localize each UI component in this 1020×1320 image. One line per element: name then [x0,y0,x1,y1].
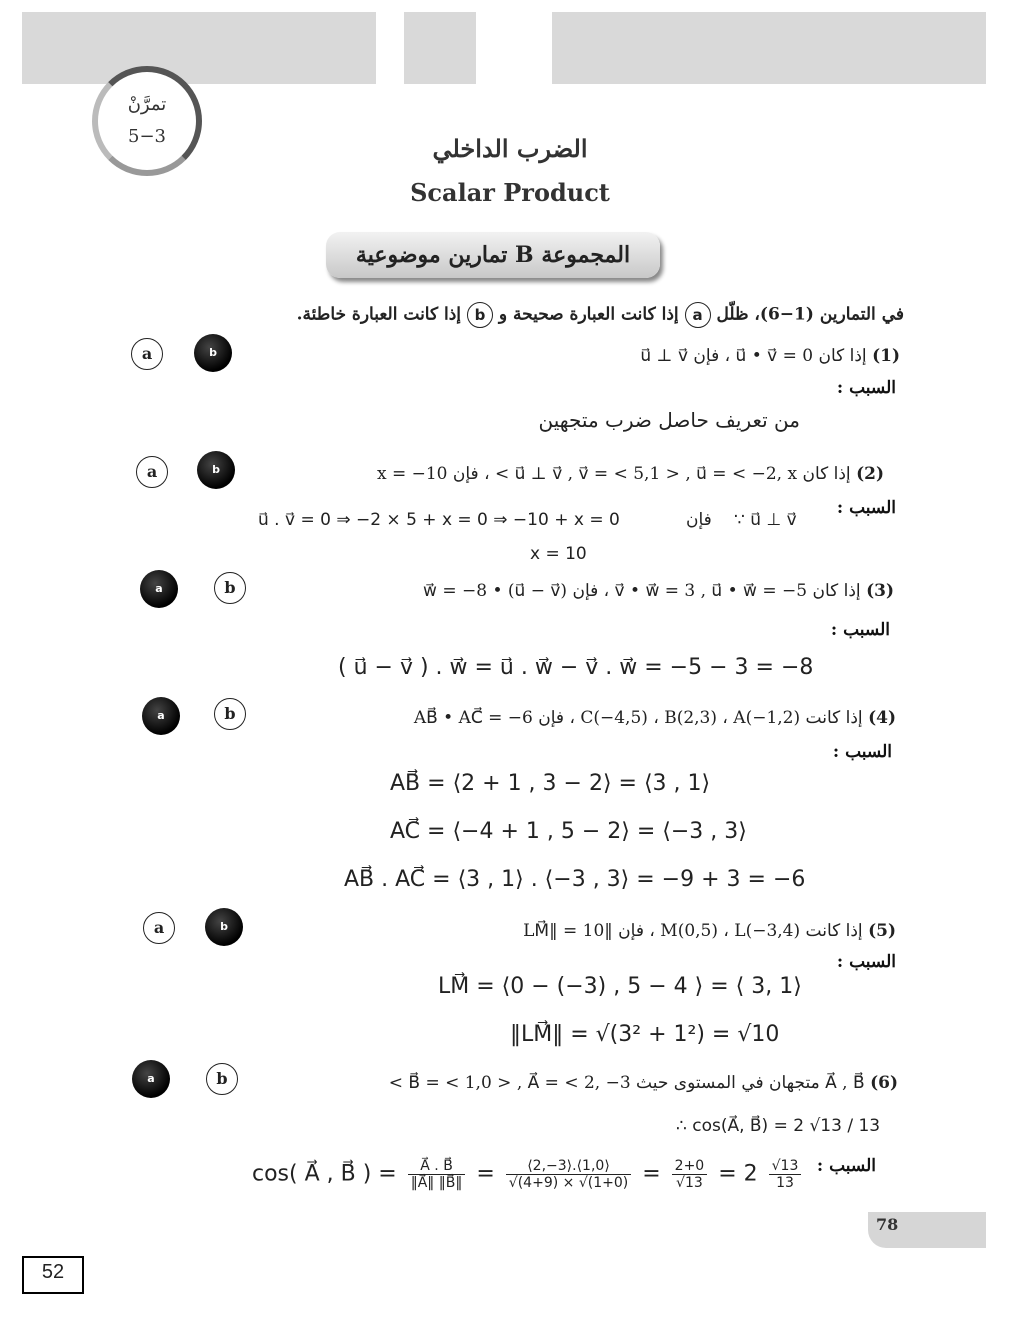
q6-equals-1: = [476,1161,495,1187]
q2-work-line1: u⃗ . v⃗ = 0 ⇒ −2 × 5 + x = 0 ⇒ −10 + x = 0 [258,510,620,530]
q6-equals-2: = [642,1161,661,1187]
page-title-arabic: الضرب الداخلي [432,134,588,163]
q2-reason-label: السبب : [836,498,896,518]
instructions [296,302,904,328]
q2-option-b-shaded[interactable]: b [197,451,235,489]
q6-frac1-numerator: A⃗ . B⃗ [408,1158,466,1175]
q4-number: (4) [868,708,896,728]
q5-text: إذا كانت M(0,5) ، L(−3,4) ، فإن ‖LM⃗‖ = 10 [523,921,863,941]
q6-number: (6) [870,1073,898,1093]
q1-option-b-shaded[interactable]: b [194,334,232,372]
q2-option-a[interactable]: a [136,456,168,488]
q2-then-word: فإن [686,510,712,530]
q6-frac2-numerator: ⟨2,−3⟩.⟨1,0⟩ [506,1158,631,1175]
q5-reason-label: السبب : [836,952,896,972]
instruction-option-b: b [467,302,493,328]
q6-fraction-3 [672,1158,708,1191]
q4-work-line2: AC⃗ = ⟨−4 + 1 , 5 − 2⟩ = ⟨−3 , 3⟩ [390,819,747,844]
q6-option-a-shaded[interactable]: a [132,1060,170,1098]
q6-text: A⃗ , B⃗ متجهان في المستوى حيث B⃗ = < 1,0 > , A⃗ = < 2, −3 > [388,1073,865,1093]
exercise-number: 5−3 [128,126,166,147]
q4-reason-label: السبب : [832,742,892,762]
header-bar-left [22,12,376,84]
q4-work-line3: AB⃗ . AC⃗ = ⟨3 , 1⟩ . ⟨−3 , 3⟩ = −9 + 3 = −6 [344,867,806,892]
exercise-badge [92,66,202,176]
instruction-part3: إذا كانت العبارة خاطئة. [296,304,462,325]
q6-work-lhs: cos( A⃗ , B⃗ ) = [252,1161,397,1187]
q6-frac4-numerator: √13 [769,1158,802,1175]
q5-work-line2: ‖LM⃗‖ = √(3² + 1²) = √10 [510,1022,780,1047]
q1-statement [640,346,900,366]
exercise-label: تمرَّنْ [127,94,167,115]
q4-text: إذا كانت C(−4,5) ، B(2,3) ، A(−1,2) ، فإن AB⃗ • AC⃗ = −6 [413,708,863,728]
q3-text: إذا كان v⃗ • w⃗ = 3 , u⃗ • w⃗ = −5 ، فإن (u⃗ − v⃗) • w⃗ = −8 [423,581,861,601]
q6-fraction-4 [769,1158,802,1191]
q5-number: (5) [868,921,896,941]
q6-frac1-denominator: ‖A⃗‖ ‖B⃗‖ [410,1175,463,1191]
q6-frac2-denominator: √(4+9) × √(1+0) [508,1175,629,1191]
q6-work [252,1158,805,1191]
q1-option-a[interactable]: a [131,338,163,370]
page-number: 52 [22,1256,84,1294]
q2-text: إذا كان u⃗ ⊥ v⃗ , v⃗ = < 5,1 > , u⃗ = < −2, x > ، فإن x = −10 [376,464,851,484]
q2-work-line2: x = 10 [530,544,587,564]
instruction-part1: في التمارين (1−6)، ظلّل [716,304,904,325]
q1-answer: من تعريف حاصل ضرب متجهين [538,408,800,432]
page-title-english: Scalar Product [410,178,610,207]
q5-option-b-shaded[interactable]: b [205,908,243,946]
q4-option-b[interactable]: b [214,698,246,730]
q5-statement [523,921,896,941]
header-bar-middle [404,12,476,84]
q3-option-a-shaded[interactable]: a [140,570,178,608]
q6-fraction-1 [408,1158,466,1191]
q4-statement [414,708,896,728]
q1-number: (1) [872,346,900,366]
q4-work-line1: AB⃗ = ⟨2 + 1 , 3 − 2⟩ = ⟨3 , 1⟩ [390,771,711,796]
q6-conclusion: ∴ cos(A⃗, B⃗) = 2 √13 / 13 [676,1116,881,1136]
q6-reason-label: السبب : [816,1156,876,1176]
q6-frac4-denominator: 13 [776,1175,794,1191]
q2-number: (2) [856,464,884,484]
group-title: المجموعة B تمارين موضوعية [326,232,660,278]
q3-option-b[interactable]: b [214,572,246,604]
q6-result: = 2 [718,1161,758,1187]
q1-reason-label: السبب : [836,378,896,398]
q6-frac3-numerator: 2+0 [672,1158,708,1175]
q3-number: (3) [866,581,894,601]
q5-work-line1: LM⃗ = ⟨0 − (−3) , 5 − 4 ⟩ = ⟨ 3, 1⟩ [438,974,802,999]
q3-work-line1: ( u⃗ − v⃗ ) . w⃗ = u⃗ . w⃗ − v⃗ . w⃗ = −5 − 3 = −8 [338,655,814,680]
q6-fraction-2 [506,1158,631,1191]
q2-because: ∵ u⃗ ⊥ v⃗ [734,510,797,530]
instruction-part2: إذا كانت العبارة صحيحة و [498,304,679,325]
book-page-tab: 78 [868,1212,986,1248]
q3-reason-label: السبب : [830,620,890,640]
q1-text: إذا كان u⃗ • v⃗ = 0 ، فإن u⃗ ⊥ v⃗ [640,346,867,366]
q6-frac3-denominator: √13 [676,1175,703,1191]
q4-option-a-shaded[interactable]: a [142,697,180,735]
q3-statement [423,581,894,601]
q2-statement [377,464,884,484]
q6-option-b[interactable]: b [206,1063,238,1095]
q6-statement [389,1073,898,1093]
instruction-option-a: a [685,302,711,328]
header-bar-right [552,12,986,84]
q5-option-a[interactable]: a [143,912,175,944]
